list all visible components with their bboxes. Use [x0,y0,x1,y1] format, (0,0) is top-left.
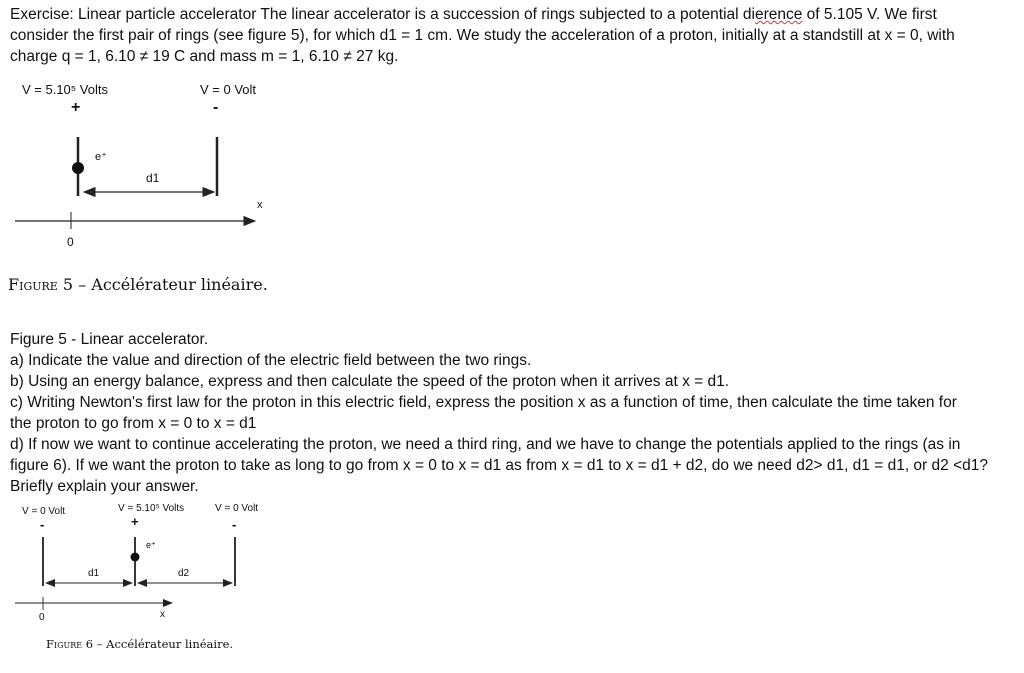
fig5-plus-sign: + [71,99,81,116]
fig6-mid-plus: + [131,514,139,529]
intro-line-2: consider the first pair of rings (see figure 5), for which d1 = 1 cm. We study the acceleration of a proton, initially at a standstill at x = 0, with [10,27,955,44]
question-a: a) Indicate the value and direction of the electric field between the two rings. [10,352,532,369]
question-b: b) Using an energy balance, express and then calculate the speed of the proton when it arrives at x = d1. [10,373,730,390]
spelling-error-word[interactable]: erence [754,6,803,23]
figure-5-caption [8,275,268,294]
fig5-caption-text: Accélérateur linéaire. [91,275,268,294]
fig6-mid-voltage: V = 5.10⁵ Volts [118,503,185,514]
fig6-left-voltage: V = 0 Volt [22,506,66,517]
fig6-caption-prefix: Figure 6 [46,637,94,651]
fig6-origin-label: 0 [39,612,45,623]
fig6-right-minus: - [232,517,237,532]
fig5-right-voltage: V = 0 Volt [200,82,257,97]
fig5-left-voltage: V = 5.10⁵ Volts [22,82,108,97]
question-c-line-2: the proton to go from x = 0 to x = d1 [10,415,257,432]
fig5-x-label: x [257,199,263,211]
fig6-left-minus: - [40,517,45,532]
fig6-d2-label: d2 [178,568,190,579]
fig6-right-voltage: V = 0 Volt [215,503,259,514]
questions-title: Figure 5 - Linear accelerator. [10,331,209,348]
fig5-caption-prefix: Figure 5 [8,275,74,294]
fig5-proton [72,162,84,174]
questions-block [10,329,1014,497]
fig6-proton [131,553,140,562]
fig5-minus-sign: - [213,99,219,116]
intro-line-1-end: of 5.105 V. We first [802,6,937,23]
question-d-line-2: figure 6). If we want the proton to take as long to go from x = 0 to x = d1 as from x = d1 to x = d1 + d2, do we need d2> d1, d1 = d1, or d2 <d1? [10,457,988,474]
fig6-particle-label: e⁺ [146,540,156,550]
question-c-line-1: c) Writing Newton's first law for the proton in this electric field, express the position x as a function of time, then calculate the time taken for [10,394,957,411]
question-d-line-3: Briefly explain your answer. [10,478,199,495]
fig5-d1-label: d1 [146,171,160,185]
fig5-particle-label: e⁺ [95,151,107,163]
fig6-caption-text: Accélérateur linéaire. [106,637,234,651]
fig5-origin-label: 0 [67,235,74,249]
question-d-line-1: d) If now we want to continue accelerating the proton, we need a third ring, and we have to change the potentials applied to the rings (as in [10,436,961,453]
fig6-caption-dash: – [93,637,107,651]
fig6-x-label: x [160,609,165,620]
intro-line-3: charge q = 1, 6.10 ≠ 19 C and mass m = 1, 6.10 ≠ 27 kg. [10,48,399,65]
fig5-caption-dash: – [73,275,92,294]
fig6-d1-label: d1 [88,568,100,579]
figure-6-caption [46,637,233,651]
intro-line-1-text: Exercise: Linear particle accelerator The linear accelerator is a succession of rings subjected to a potential di [10,6,755,23]
